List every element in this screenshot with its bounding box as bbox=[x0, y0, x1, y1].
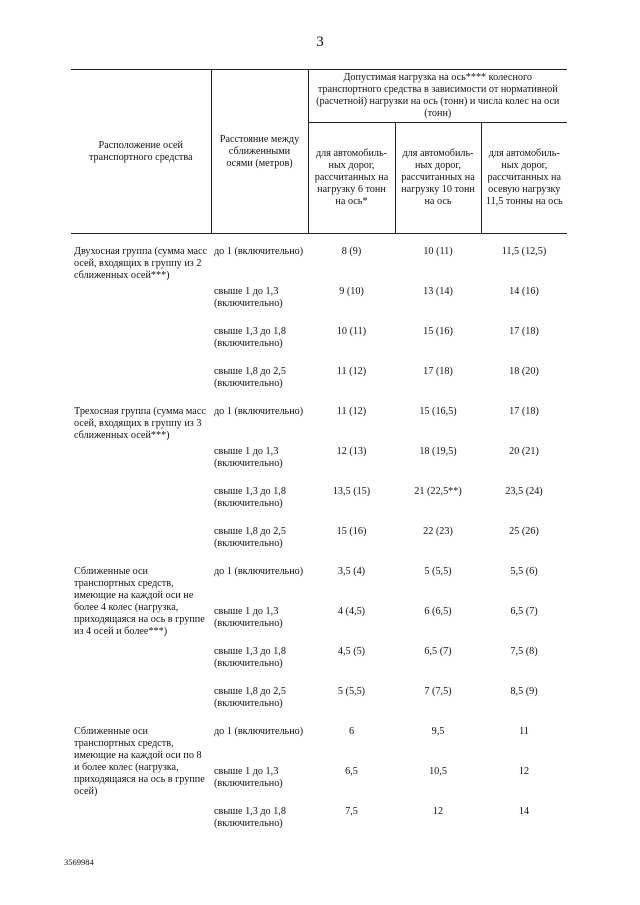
distance-cell: свыше 1,3 до 1,8 (включительно) bbox=[214, 326, 286, 350]
load-11-5t-cell: 17 (18) bbox=[509, 326, 539, 338]
load-6t-cell: 9 (10) bbox=[339, 286, 364, 298]
table-row bbox=[71, 566, 567, 606]
distance-cell: свыше 1,3 до 1,8 (включительно) bbox=[214, 486, 286, 510]
header-load-6t: для автомобиль-ных дорог, рассчитанных на нагрузку 6 тонн на ось* bbox=[308, 123, 395, 234]
load-10t-cell: 10 (11) bbox=[423, 246, 453, 258]
load-6t-cell: 7,5 bbox=[345, 806, 358, 818]
distance-cell: свыше 1 до 1,3 (включительно) bbox=[214, 766, 283, 790]
axle-group-label: Сближенные оси транспортных средств, имеющие на каждой оси не более 4 колес (нагрузка, приходящаяся на ось в группе из 4 осей и более***) bbox=[74, 566, 205, 638]
load-10t-cell: 6 (6,5) bbox=[424, 606, 452, 618]
header-load-10t: для автомобиль-ных дорог, рассчитанных на нагрузку 10 тонн на ось bbox=[395, 123, 481, 234]
load-11-5t-cell: 5,5 (6) bbox=[510, 566, 538, 578]
load-6t-cell: 11 (12) bbox=[336, 406, 367, 418]
distance-cell: до 1 (включительно) bbox=[214, 726, 304, 738]
load-10t-cell: 21 (22,5**) bbox=[414, 486, 462, 498]
load-11-5t-cell: 11,5 (12,5) bbox=[501, 246, 547, 258]
distance-cell: до 1 (включительно) bbox=[214, 246, 304, 258]
distance-cell: свыше 1 до 1,3 (включительно) bbox=[214, 446, 283, 470]
load-11-5t-cell: 18 (20) bbox=[509, 366, 539, 378]
distance-cell: свыше 1,3 до 1,8 (включительно) bbox=[214, 806, 286, 830]
load-6t-cell: 13,5 (15) bbox=[332, 486, 371, 498]
load-6t-cell: 6,5 bbox=[345, 766, 358, 778]
load-6t-cell: 5 (5,5) bbox=[337, 686, 366, 698]
load-10t-cell: 10,5 bbox=[429, 766, 447, 778]
load-10t-cell: 17 (18) bbox=[423, 366, 453, 378]
axle-load-table bbox=[71, 69, 567, 846]
footer-document-code: 3569984 bbox=[64, 857, 94, 867]
load-6t-cell: 4,5 (5) bbox=[337, 646, 366, 658]
load-11-5t-cell: 6,5 (7) bbox=[510, 606, 538, 618]
header-load-11-5t: для автомобиль-ных дорог, рассчитанных на осевую нагрузку 11,5 тонны на ось bbox=[481, 123, 567, 234]
load-10t-cell: 22 (23) bbox=[423, 526, 453, 538]
load-10t-cell: 9,5 bbox=[431, 726, 445, 738]
load-11-5t-cell: 8,5 (9) bbox=[510, 686, 538, 698]
load-10t-cell: 13 (14) bbox=[423, 286, 453, 298]
table-row bbox=[71, 234, 567, 287]
distance-cell: свыше 1 до 1,3 (включительно) bbox=[214, 606, 283, 630]
load-11-5t-cell: 14 bbox=[518, 806, 530, 818]
load-10t-cell: 6,5 (7) bbox=[424, 646, 452, 658]
load-11-5t-cell: 14 (16) bbox=[509, 286, 539, 298]
load-6t-cell: 10 (11) bbox=[336, 326, 367, 338]
load-11-5t-cell: 25 (26) bbox=[509, 526, 539, 538]
load-6t-cell: 15 (16) bbox=[336, 526, 367, 538]
load-6t-cell: 4 (4,5) bbox=[337, 606, 366, 618]
load-11-5t-cell: 12 bbox=[518, 766, 530, 778]
header-permissible-load: Допустимая нагрузка на ось**** колесного транспортного средства в зависимости от нормативной (расчетной) нагрузки на ось (тонн) и числа колес на оси (тонн) bbox=[308, 70, 567, 123]
distance-cell: свыше 1,8 до 2,5 (включительно) bbox=[214, 366, 286, 390]
axle-group-label: Сближенные оси транспортных средств, имеющие на каждой оси по 8 и более колес (нагрузка, приходящаяся на ось в группе осей) bbox=[74, 726, 205, 798]
distance-cell: до 1 (включительно) bbox=[214, 566, 304, 578]
load-11-5t-cell: 17 (18) bbox=[509, 406, 539, 418]
distance-cell: свыше 1 до 1,3 (включительно) bbox=[214, 286, 283, 310]
load-10t-cell: 12 bbox=[432, 806, 444, 818]
axle-group-label: Трехосная группа (сумма масс осей, входящих в группу из 3 сближенных осей***) bbox=[74, 406, 206, 442]
load-10t-cell: 15 (16,5) bbox=[419, 406, 457, 418]
load-11-5t-cell: 7,5 (8) bbox=[510, 646, 538, 658]
load-10t-cell: 18 (19,5) bbox=[419, 446, 457, 458]
load-6t-cell: 6 bbox=[348, 726, 355, 738]
load-11-5t-cell: 23,5 (24) bbox=[505, 486, 543, 498]
header-axle-position: Расположение осей транспортного средства bbox=[71, 70, 211, 234]
header-axle-distance: Расстояние между сближенными осями (метров) bbox=[211, 70, 308, 234]
page-number: 3 bbox=[316, 34, 324, 50]
table-row bbox=[71, 726, 567, 766]
distance-cell: свыше 1,8 до 2,5 (включительно) bbox=[214, 686, 286, 710]
load-10t-cell: 7 (7,5) bbox=[424, 686, 452, 698]
load-10t-cell: 15 (16) bbox=[423, 326, 453, 338]
distance-cell: свыше 1,3 до 1,8 (включительно) bbox=[214, 646, 286, 670]
axle-group-label: Двухосная группа (сумма масс осей, входящих в группу из 2 сближенных осей***) bbox=[74, 246, 208, 282]
distance-cell: до 1 (включительно) bbox=[214, 406, 304, 418]
distance-cell: свыше 1,8 до 2,5 (включительно) bbox=[214, 526, 286, 550]
load-6t-cell: 11 (12) bbox=[336, 366, 367, 378]
load-11-5t-cell: 20 (21) bbox=[509, 446, 539, 458]
load-6t-cell: 3,5 (4) bbox=[337, 566, 366, 578]
load-11-5t-cell: 11 bbox=[519, 726, 529, 738]
table-row bbox=[71, 406, 567, 446]
load-10t-cell: 5 (5,5) bbox=[424, 566, 452, 578]
table-body bbox=[71, 234, 567, 847]
load-6t-cell: 8 (9) bbox=[341, 246, 362, 258]
load-6t-cell: 12 (13) bbox=[336, 446, 367, 458]
